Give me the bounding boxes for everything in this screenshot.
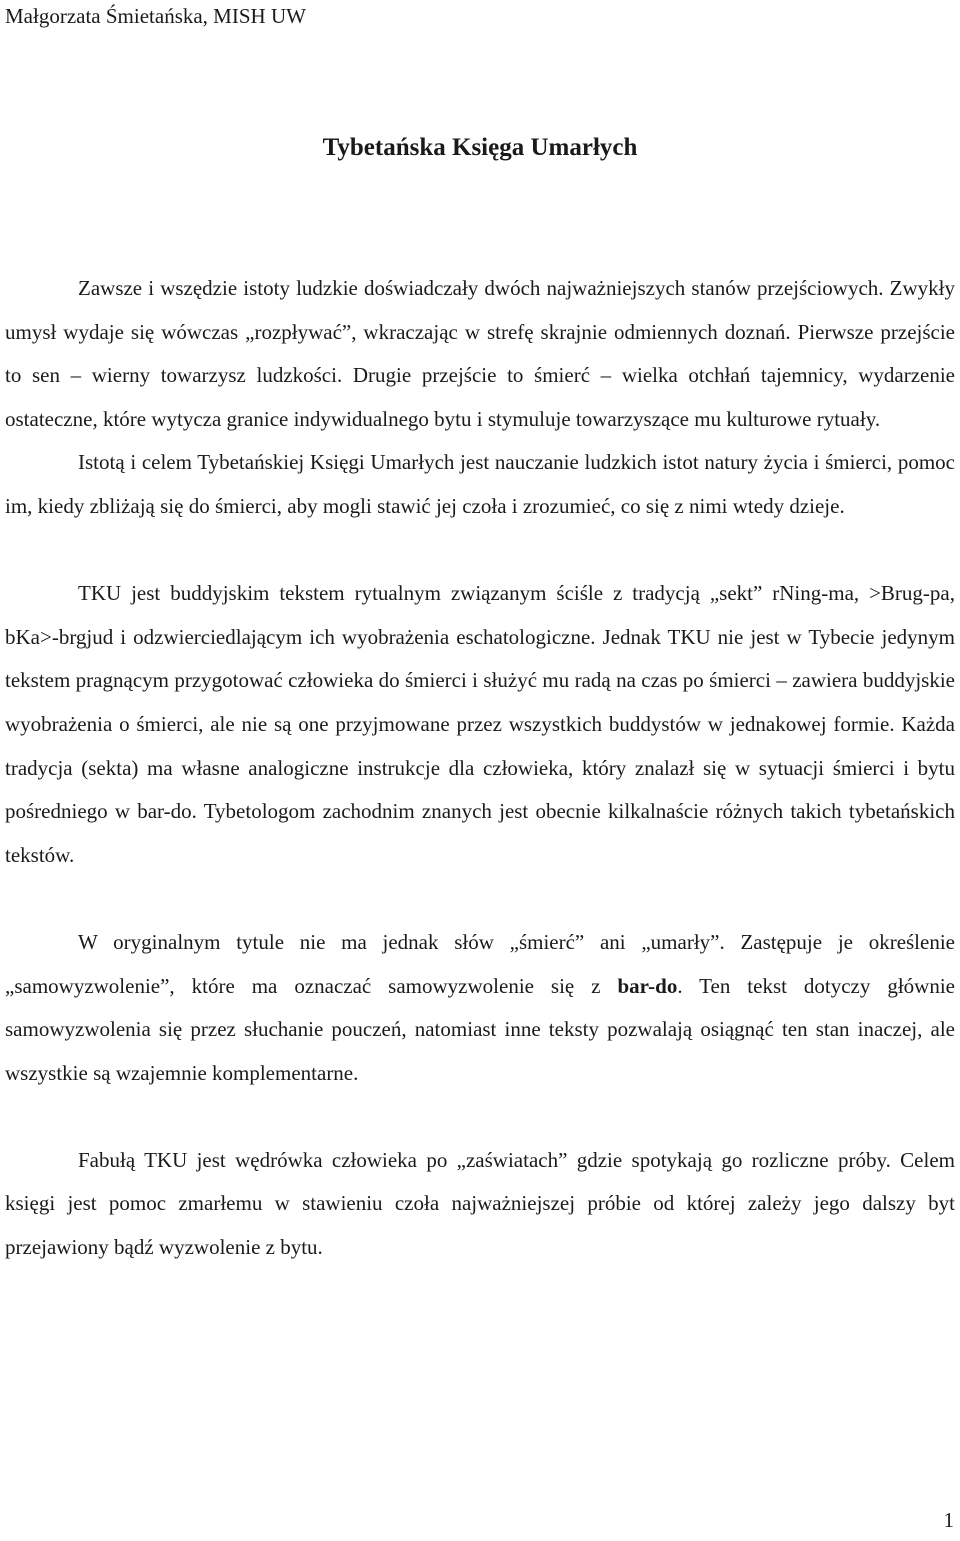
paragraph-5: Fabułą TKU jest wędrówka człowieka po „zaświatach” gdzie spotykają go rozliczne próby. Celem księgi jest pomoc zmarłemu w stawieniu czoła najważniejszej próbie od której zależy jego dalszy byt przejawiony bądź wyzwolenie z bytu. [5,1147,955,1260]
paragraph-4-text-end: . Ten tekst dotyczy głównie samowyzwolenia się przez słuchanie pouczeń, natomiast inne teksty pozwalają osiągnąć ten stan inaczej, ale wszystkie są wzajemnie komplementarne. [5,973,955,1085]
page-number: 1 [943,1508,954,1532]
paragraph-1: Zawsze i wszędzie istoty ludzkie doświadczały dwóch najważniejszych stanów przejściowych. Zwykły umysł wydaje się wówczas „rozpływać”, wkraczając w strefę skrajnie odmiennych doznań. Pierwsze przejście to sen – wierny towarzysz ludzkości. Drugie przejście to śmierć – wielka otchłań tajemnicy, wydarzenie ostateczne, które wytycza granice indywidualnego bytu i stymuluje towarzyszące mu kulturowe rytuały. [5,276,955,431]
paragraph-3: TKU jest buddyjskim tekstem rytualnym związanym ściśle z tradycją „sekt” rNing-ma, >Brug-pa, bKa>-brgjud i odzwierciedlającym ich wyobrażenia eschatologiczne. Jednak TKU nie jest w Tybecie jedynym tekstem pragnącym przygotować człowieka do śmierci i służyć mu radą na czas po śmierci – zawiera buddyjskie wyobrażenia o śmierci, ale nie są one przyjmowane przez wszystkich buddystów w jednakowej formie. Każda tradycja (sekta) ma własne analogiczne instrukcje dla człowieka, który znalazł się w sytuacji śmierci i bytu pośredniego w bar-do. Tybetologom zachodnim znanych jest obecnie kilkalnaście różnych takich tybetańskich tekstów. [5,581,955,867]
paragraph-4-bold-term: bar-do [617,973,678,998]
paragraph-2: Istotą i celem Tybetańskiej Księgi Umarłych jest nauczanie ludzkich istot natury życia i śmierci, pomoc im, kiedy zbliżają się do śmierci, aby mogli stawić jej czoła i zrozumieć, co się z nimi wtedy dzieje. [5,450,955,518]
header-author: Małgorzata Śmietańska, MISH UW [5,4,306,28]
paragraph-4 [5,921,955,1095]
document-body [5,267,955,1270]
paragraph-4-text-start: W oryginalnym tytule nie ma jednak słów „śmierć” ani „umarły”. Zastępuje je określenie „samowyzwolenie”, które ma oznaczać samowyzwolenie się z [5,929,955,998]
document-title: Tybetańska Księga Umarłych [322,134,638,161]
